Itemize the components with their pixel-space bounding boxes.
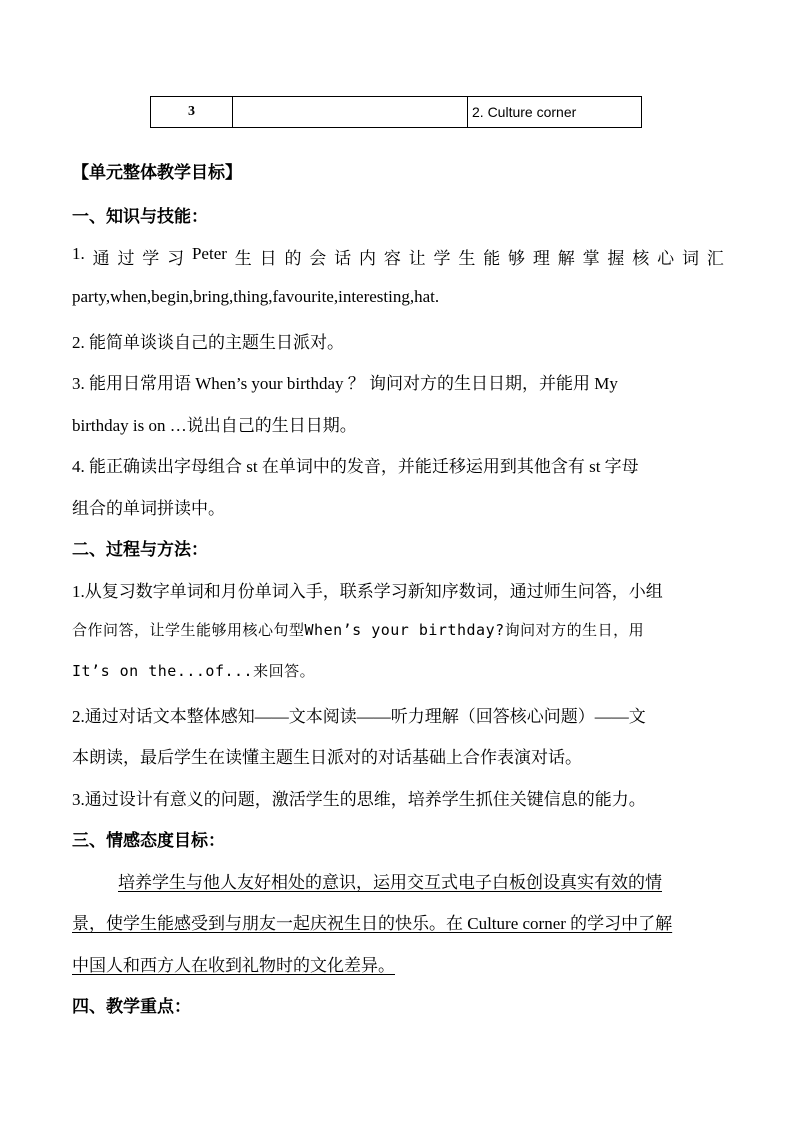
knowledge-item-1-token: 的 [284,249,302,268]
process-item-3: 3.通过设计有意义的问题，激活学生的思维，培养学生抓住关键信息的能力。 [72,790,646,809]
knowledge-item-1-token: 核 [632,249,650,268]
knowledge-item-1-token: 握 [607,249,625,268]
process-item-1-line-3: It’s on the...of...来回答。 [72,662,316,680]
knowledge-item-1-token: 够 [508,249,526,268]
table-cell-empty [233,97,468,127]
knowledge-item-1-token: 容 [383,249,401,268]
knowledge-item-3-line-2: birthday is on …说出自己的生日日期。 [72,416,357,435]
knowledge-item-1-token: 心 [657,249,675,268]
knowledge-item-4-line-2: 组合的单词拼读中。 [72,499,225,518]
process-item-1-line-1: 1.从复习数字单词和月份单词入手，联系学习新知序数词，通过师生问答，小组 [72,582,663,601]
knowledge-item-1-token: 会 [309,249,327,268]
knowledge-item-1-token: 词 [681,249,699,268]
table-cell-culture-corner: 2. Culture corner [472,104,577,120]
knowledge-item-1-token: 通 [92,249,110,268]
knowledge-item-1-token: 能 [483,249,501,268]
knowledge-item-2: 2. 能简单谈谈自己的主题生日派对。 [72,333,344,352]
section-attitude-title: 三、情感态度目标： [72,831,225,850]
knowledge-item-1-line-2: party,when,begin,bring,thing,favourite,interesting,hat. [72,287,440,306]
knowledge-item-1-token: 学 [433,249,451,268]
attitude-line-1: 培养学生与他人友好相处的意识，运用交互式电子白板创设真实有效的情 [118,873,662,892]
knowledge-item-1-token: Peter [191,244,227,263]
table-row [150,96,642,128]
knowledge-item-1-token: 日 [259,249,277,268]
knowledge-item-1-token: 过 [117,249,135,268]
knowledge-item-3-line-1: 3. 能用日常用语 When’s your birthday ？ 询问对方的生日日期，并能用 My [72,374,618,393]
section-knowledge-skills-title: 一、知识与技能： [72,207,208,226]
knowledge-item-1-token: 掌 [582,249,600,268]
process-item-1-line-2: 合作问答，让学生能够用核心句型When’s your birthday?询问对方的生日，用 [72,621,645,639]
process-item-2-line-2: 本朗读，最后学生在读懂主题生日派对的对话基础上合作表演对话。 [72,748,582,767]
knowledge-item-1-token: 汇 [706,249,724,268]
knowledge-item-1-token: 学 [142,249,160,268]
section-process-methods-title: 二、过程与方法： [72,540,208,559]
unit-goals-title: 【单元整体教学目标】 [72,163,242,182]
knowledge-item-1-token: 内 [358,249,376,268]
section-teaching-focus-title: 四、教学重点： [72,997,191,1016]
table-cell-number: 3 [151,97,233,127]
knowledge-item-1-token: 让 [408,249,426,268]
knowledge-item-1-token: 习 [167,249,185,268]
knowledge-item-1-token: 话 [334,249,352,268]
process-item-2-line-1: 2.通过对话文本整体感知——文本阅读——听力理解（回答核心问题）——文 [72,707,646,726]
knowledge-item-1-line-1 [72,244,724,269]
knowledge-item-1-token: 理 [532,249,550,268]
attitude-line-2: 景，使学生能感受到与朋友一起庆祝生日的快乐。在 Culture corner 的学习中了解 [72,914,673,933]
knowledge-item-1-token: 生 [234,249,252,268]
knowledge-item-1-token: 1. [72,244,85,263]
attitude-line-3: 中国人和西方人在收到礼物时的文化差异。 [72,956,395,975]
knowledge-item-4-line-1: 4. 能正确读出字母组合 st 在单词中的发音，并能迁移运用到其他含有 st 字母 [72,457,639,476]
knowledge-item-1-token: 生 [458,249,476,268]
knowledge-item-1-token: 解 [557,249,575,268]
